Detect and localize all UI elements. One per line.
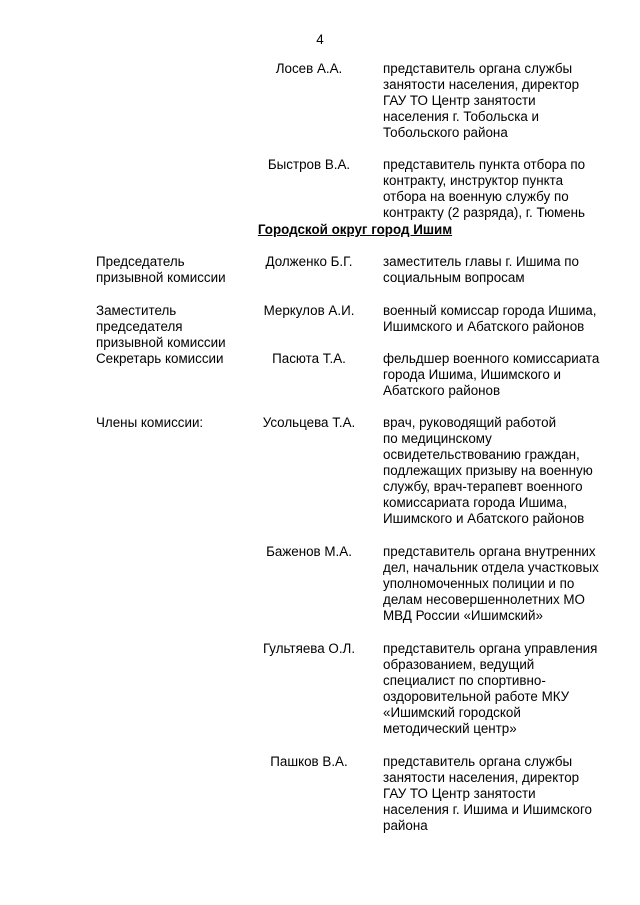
description-line: занятости населения, директор	[383, 77, 580, 92]
member-name: Гультяева О.Л.	[262, 641, 356, 656]
description-line: подлежащих призыву на военную	[383, 463, 593, 478]
member-name: Усольцева Т.А.	[262, 415, 356, 430]
description-line: представитель органа службы	[383, 61, 573, 76]
role-line: Председатель	[96, 254, 185, 269]
description-line: района	[383, 818, 428, 833]
member-description	[383, 303, 619, 335]
member-description	[383, 61, 619, 141]
description-line: «Ишимский городской	[383, 705, 521, 720]
description-line: контракту (2 разряда), г. Тюмень	[383, 205, 586, 220]
member-description	[383, 641, 619, 737]
description-line: освидетельствованию граждан,	[383, 447, 580, 462]
description-line: отбора на военную службу по	[383, 189, 569, 204]
description-line: дел, начальник отдела участковых	[383, 560, 599, 575]
role-line: призывной комиссии	[96, 335, 226, 350]
role-line: председателя	[96, 319, 183, 334]
description-line: делам несовершеннолетних МО	[383, 592, 585, 607]
member-name: Лосев А.А.	[275, 61, 343, 76]
member-description	[383, 415, 619, 527]
description-line: военный комиссар города Ишима,	[383, 303, 597, 318]
description-line: контракту, инструктор пункта	[383, 173, 564, 188]
member-description	[383, 754, 619, 834]
description-line: ГАУ ТО Центр занятости	[383, 786, 536, 801]
description-line: представитель органа внутренних	[383, 544, 596, 559]
role-line: призывной комиссии	[96, 270, 226, 285]
member-name: Быстров В.А.	[267, 157, 351, 172]
description-line: уполномоченных полиции и по	[383, 576, 575, 591]
description-line: врач, руководящий работой	[383, 415, 557, 430]
description-line: представитель органа службы	[383, 754, 573, 769]
description-line: МВД России «Ишимский»	[383, 608, 543, 623]
description-line: социальным вопросам	[383, 270, 525, 285]
description-line: представитель органа управления	[383, 641, 598, 656]
member-name: Баженов М.А.	[266, 544, 352, 559]
description-line: оздоровительной работе МКУ	[383, 689, 570, 704]
role-line: Члены комиссии:	[96, 415, 204, 430]
member-name: Пашков В.А.	[270, 754, 348, 769]
description-line: образованием, ведущий	[383, 657, 535, 672]
description-line: Ишимского и Абатского районов	[383, 511, 585, 526]
description-line: населения г. Ишима и Ишимского	[383, 802, 592, 817]
member-name: Пасюта Т.А.	[272, 351, 346, 366]
member-description	[383, 254, 619, 286]
description-line: города Ишима, Ишимского и	[383, 367, 562, 382]
section-heading: Городской округ город Ишим	[257, 222, 453, 237]
page-number: 4	[316, 32, 324, 47]
description-line: занятости населения, директор	[383, 770, 580, 785]
member-description	[383, 157, 619, 221]
description-line: фельдшер военного комиссариата	[383, 351, 600, 366]
member-name: Долженко Б.Г.	[265, 254, 353, 269]
description-line: службу, врач-терапевт военного	[383, 479, 583, 494]
member-role	[96, 254, 256, 286]
member-role	[96, 351, 256, 367]
description-line: по медицинскому	[383, 431, 492, 446]
role-line: Секретарь комиссии	[96, 351, 224, 366]
description-line: заместитель главы г. Ишима по	[383, 254, 579, 269]
description-line: специалист по спортивно-	[383, 673, 546, 688]
member-description	[383, 351, 619, 399]
description-line: комиссариата города Ишима,	[383, 495, 568, 510]
description-line: населения г. Тобольска и	[383, 109, 540, 124]
description-line: Тобольского района	[383, 125, 508, 140]
description-line: Абатского районов	[383, 383, 501, 398]
member-description	[383, 544, 619, 624]
role-line: Заместитель	[96, 303, 177, 318]
description-line: методический центр»	[383, 721, 517, 736]
description-line: ГАУ ТО Центр занятости	[383, 93, 536, 108]
member-role	[96, 303, 256, 351]
description-line: представитель пункта отбора по	[383, 157, 586, 172]
member-role	[96, 415, 256, 431]
description-line: Ишимского и Абатского районов	[383, 319, 585, 334]
member-name: Меркулов А.И.	[263, 303, 355, 318]
